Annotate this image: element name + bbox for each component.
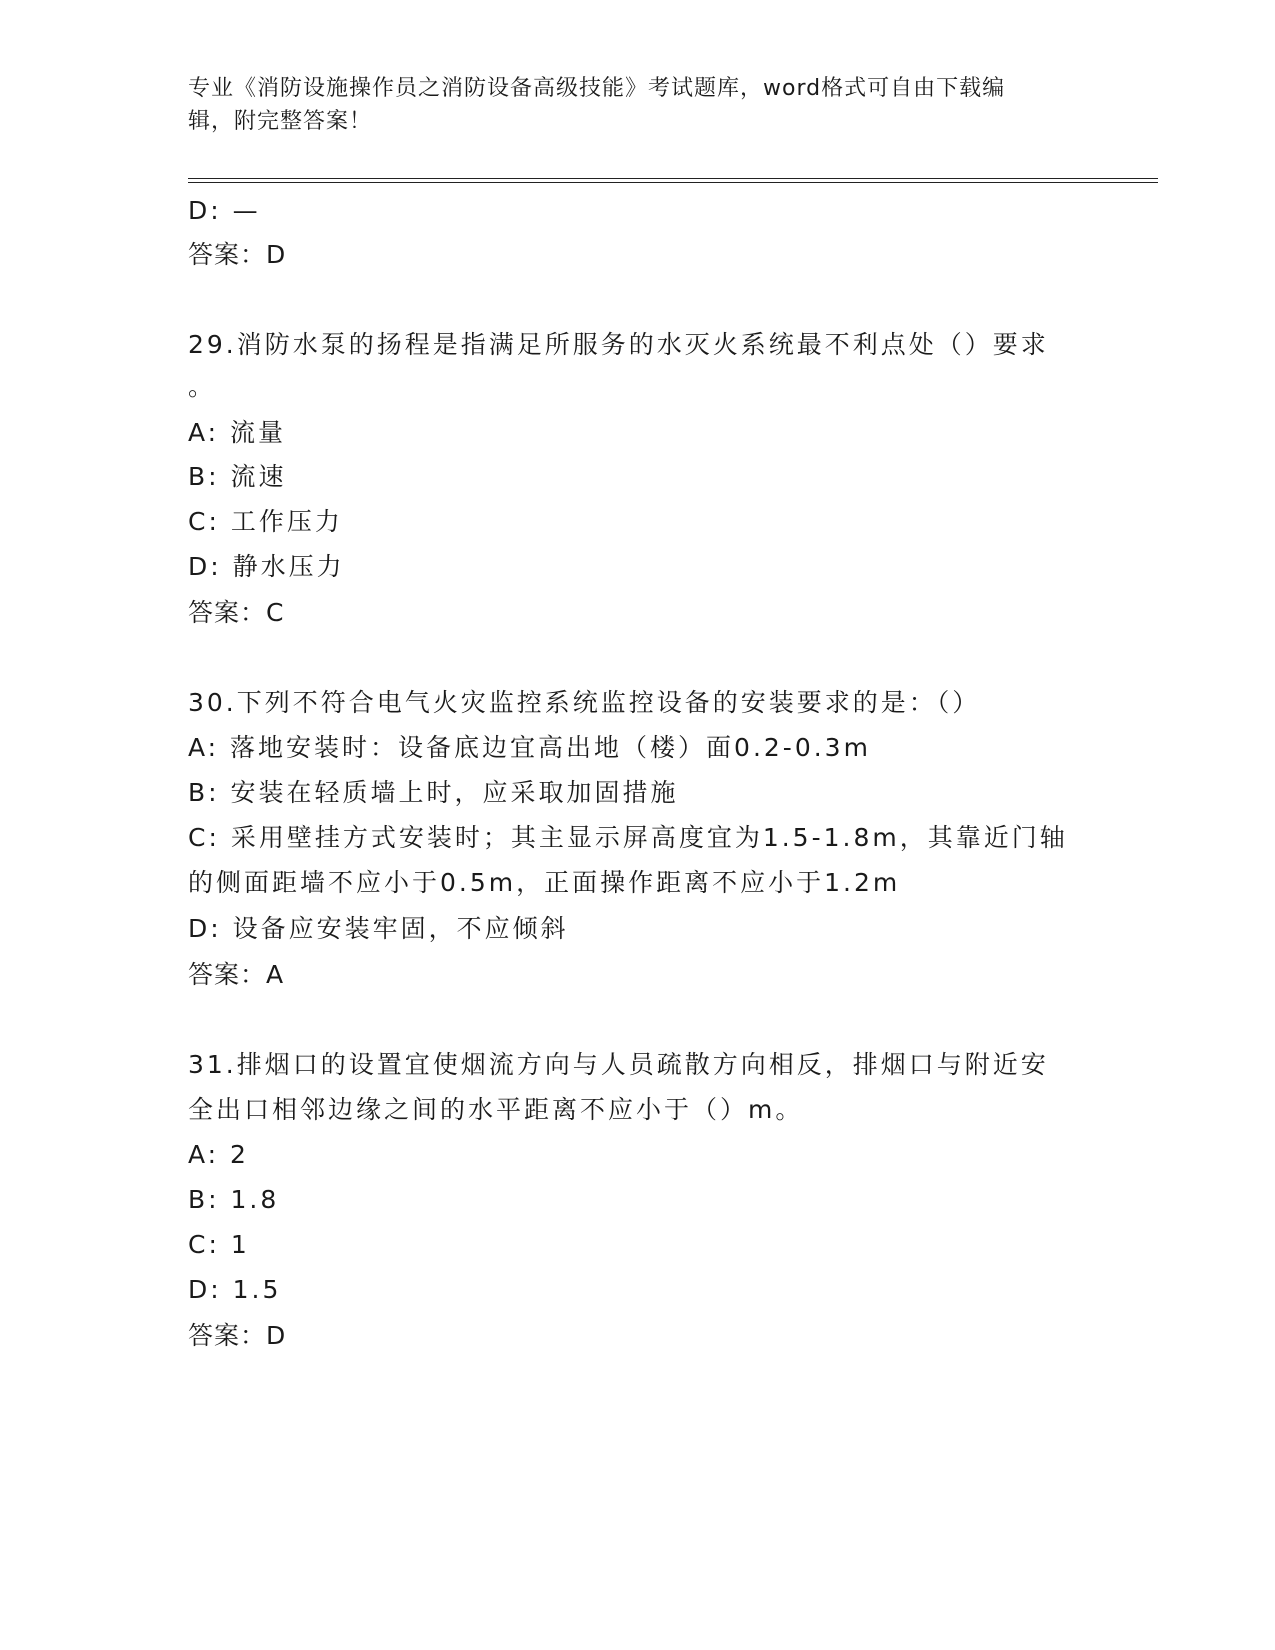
q28-option-d: D: — <box>188 196 261 225</box>
q31-option-d: D: 1.5 <box>188 1275 282 1304</box>
q30-option-b: B: 安装在轻质墙上时，应采取加固措施 <box>188 778 679 807</box>
header-rule-top <box>188 178 1158 179</box>
q31-stem-line-2: 全出口相邻边缘之间的水平距离不应小于（）m。 <box>188 1095 804 1124</box>
q29-option-d: D: 静水压力 <box>188 552 345 581</box>
q30-answer: 答案：A <box>188 960 285 989</box>
header-rule-bottom <box>188 182 1158 183</box>
q30-option-d: D: 设备应安装牢固，不应倾斜 <box>188 914 569 943</box>
q30-option-c-line-1: C: 采用壁挂方式安装时；其主显示屏高度宜为1.5-1.8m，其靠近门轴 <box>188 823 1068 852</box>
header-line-2: 辑，附完整答案！ <box>188 109 373 134</box>
q31-answer: 答案：D <box>188 1321 287 1350</box>
q31-option-a: A: 2 <box>188 1140 249 1169</box>
q31-stem-line-1: 31.排烟口的设置宜使烟流方向与人员疏散方向相反，排烟口与附近安 <box>188 1050 1049 1079</box>
q29-option-c: C: 工作压力 <box>188 507 343 536</box>
q29-answer: 答案：C <box>188 598 285 627</box>
q31-option-b: B: 1.8 <box>188 1185 280 1214</box>
document-header <box>188 72 1088 138</box>
q30-option-a: A: 落地安装时：设备底边宜高出地（楼）面0.2-0.3m <box>188 733 871 762</box>
q29-option-a: A: 流量 <box>188 418 287 447</box>
q30-stem-line-1: 30.下列不符合电气火灾监控系统监控设备的安装要求的是：（） <box>188 688 981 717</box>
q31-option-c: C: 1 <box>188 1230 250 1259</box>
q29-stem-line-2: 。 <box>188 372 217 401</box>
q28-answer: 答案：D <box>188 240 287 269</box>
q29-stem-line-1: 29.消防水泵的扬程是指满足所服务的水灭火系统最不利点处（）要求 <box>188 330 1049 359</box>
q30-option-c-line-2: 的侧面距墙不应小于0.5m，正面操作距离不应小于1.2m <box>188 868 901 897</box>
q29-option-b: B: 流速 <box>188 462 287 491</box>
header-line-1: 专业《消防设施操作员之消防设备高级技能》考试题库，word格式可自由下载编 <box>188 76 1006 101</box>
